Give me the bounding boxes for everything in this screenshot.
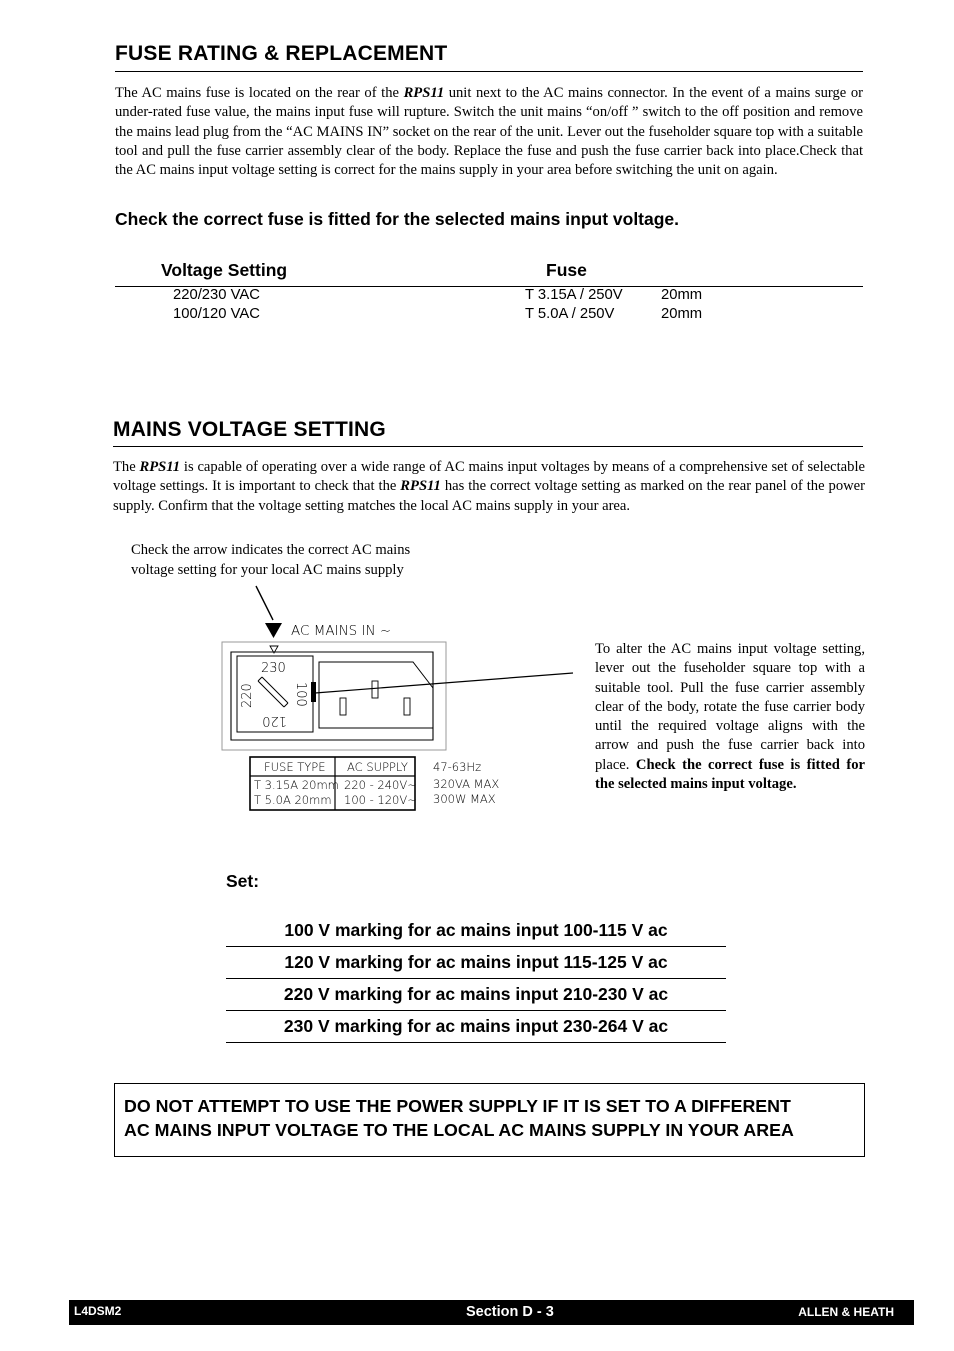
voltage-section-title: MAINS VOLTAGE SETTING	[113, 418, 386, 441]
caption-pointer-line	[256, 586, 273, 620]
fuse-intro-text-b: unit next to the AC mains connector. In the event of a mains surge or under-rated fuse value, the mains input fuse will rupture. Switch the unit mains “on/off ” switch to the off position and remove the mains lead plug from the “AC MAINS IN” socket on the rear of the unit. Lever out the fuseholder square top with a suitable tool and pull the fuse carrier assembly clear of the body. Replace the fuse and push the fuse carrier back into place.Check that the AC mains input voltage setting is correct for the mains supply in your area before switching the unit on again.	[115, 85, 863, 179]
label-230: 230	[261, 661, 286, 676]
table-row-1-voltage: 220/230 VAC	[173, 287, 260, 303]
voltage-indicator-arrow-icon	[265, 623, 282, 638]
table-header-fuse: Fuse	[546, 260, 587, 280]
fuse-intro-paragraph	[115, 84, 863, 180]
fuse-element-icon	[258, 677, 288, 707]
table-row-2-voltage: 100/120 VAC	[173, 306, 260, 322]
fuse-type-row-1: T 3.15A 20mm	[254, 778, 339, 792]
footer-section: Section D - 3	[466, 1304, 554, 1320]
label-120: 120	[262, 713, 287, 728]
label-100: 100	[293, 682, 308, 707]
side-instructions-bold: Check the correct fuse is fitted for the selected mains input voltage.	[595, 756, 865, 793]
ac-supply-row-2: 100 - 120V~	[344, 793, 417, 807]
side-instructions-text: To alter the AC mains input voltage setting, lever out the fuseholder square top with a suitable tool. Pull the fuse carrier assembly clear of the body, rotate the fuse carrier body until the required voltage aligns with the arrow and push the fuse carrier back into place.	[595, 641, 865, 773]
set-row-230v: 230 V marking for ac mains input 230-264 V ac	[226, 1010, 726, 1043]
voltage-intro-b: is capable of operating over a wide range of AC mains input voltages by means of a comprehensive set of selectable voltage settings. It is important to check that the	[113, 459, 865, 495]
set-row-220v: 220 V marking for ac mains input 210-230 V ac	[226, 978, 726, 1011]
fuse-section-title-wrap	[115, 42, 447, 66]
side-instructions	[595, 640, 865, 794]
voltage-section-title-wrap	[113, 418, 386, 442]
table-row-1-size: 20mm	[661, 287, 703, 303]
page-footer	[69, 1300, 914, 1325]
table-row-1-fuse: T 3.15A / 250V	[525, 287, 623, 303]
rear-panel-diagram	[215, 580, 595, 820]
warning-line-1: DO NOT ATTEMPT TO USE THE POWER SUPPLY IF IT IS SET TO A DIFFERENT	[124, 1096, 791, 1116]
fuse-type-row-2: T 5.0A 20mm	[254, 793, 332, 807]
footer-brand: ALLEN & HEATH	[798, 1305, 894, 1319]
table-header-voltage: Voltage Setting	[161, 260, 288, 280]
frequency-rating: 47-63Hz	[433, 760, 482, 774]
footer-doc-code: L4DSM2	[74, 1304, 122, 1318]
earth-pin-icon	[372, 681, 378, 698]
watt-rating: 300W MAX	[433, 792, 496, 806]
table-row-2-fuse: T 5.0A / 250V	[525, 306, 615, 322]
panel-outline	[222, 642, 446, 750]
fuse-intro-model: RPS11	[403, 85, 445, 101]
live-pin-icon	[340, 698, 346, 715]
arrow-caption: Check the arrow indicates the correct AC mains voltage setting for your local AC mains supply	[131, 542, 411, 578]
voltage-intro-model-1: RPS11	[139, 459, 181, 475]
set-row-100v: 100 V marking for ac mains input 100-115 V ac	[226, 914, 726, 947]
fuse-title-rule	[115, 71, 863, 72]
fuse-section-title: FUSE RATING & REPLACEMENT	[115, 42, 448, 65]
fuse-type-header: FUSE TYPE	[264, 760, 326, 774]
neutral-pin-icon	[404, 698, 410, 715]
set-row-120v: 120 V marking for ac mains input 115-125 V ac	[226, 946, 726, 979]
fuse-intro-text-a: The AC mains fuse is located on the rear of the	[115, 85, 404, 101]
voltage-intro-a: The	[113, 459, 140, 475]
ac-mains-in-label: AC MAINS IN ~	[291, 623, 392, 639]
voltage-intro-c: has the correct voltage setting as marked on the rear panel of the power supply. Confirm that the voltage setting matches the local AC mains supply in your area.	[113, 478, 865, 514]
fuseholder-lever-tab	[311, 682, 316, 702]
warning-line-2: AC MAINS INPUT VOLTAGE TO THE LOCAL AC MAINS SUPPLY IN YOUR AREA	[124, 1119, 794, 1140]
voltage-intro-paragraph	[113, 458, 865, 516]
fuse-check-note: Check the correct fuse is fitted for the selected mains input voltage.	[115, 209, 680, 229]
va-rating: 320VA MAX	[433, 777, 500, 791]
voltage-intro-model-2: RPS11	[400, 478, 441, 495]
table-row-2-size: 20mm	[661, 306, 703, 322]
label-220: 220	[240, 683, 255, 708]
iec-inlet-shape	[319, 662, 433, 728]
warning-box	[114, 1083, 865, 1157]
ac-supply-row-1: 220 - 240V~	[344, 778, 417, 792]
set-label: Set:	[226, 871, 260, 891]
voltage-title-rule	[113, 446, 863, 447]
side-text-leader-line	[315, 673, 573, 693]
ac-supply-header: AC SUPPLY	[347, 760, 408, 774]
